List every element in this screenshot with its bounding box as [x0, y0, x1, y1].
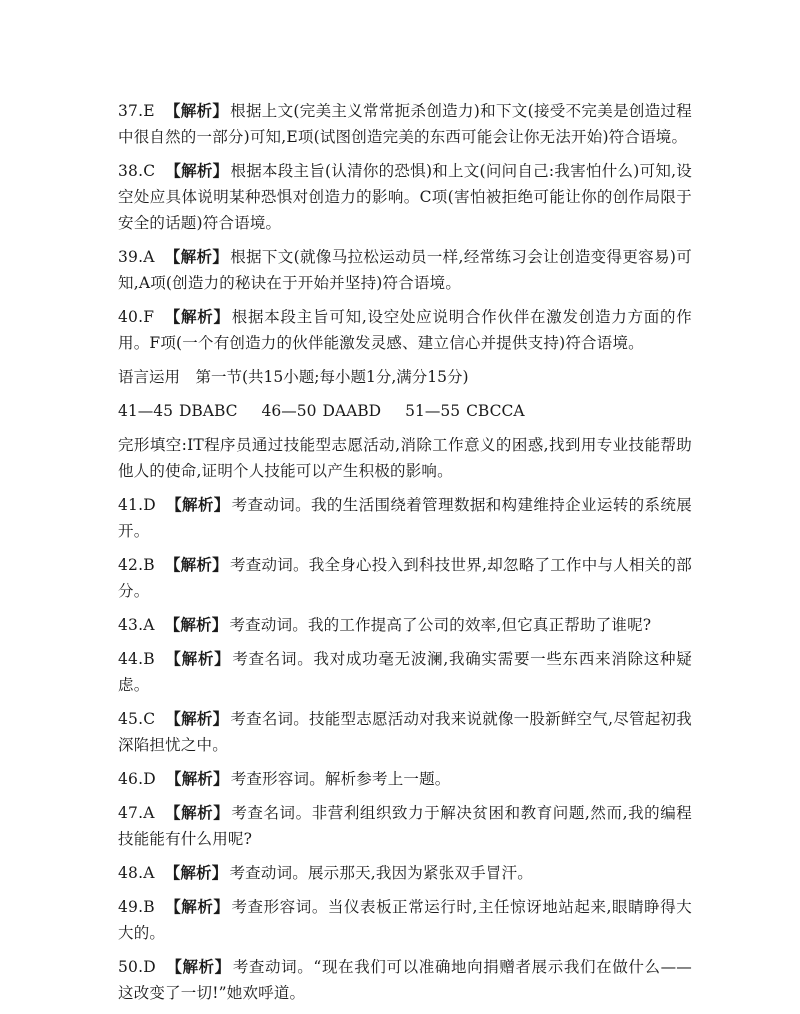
question-number: 49.B: [118, 898, 155, 916]
answer-group: [405, 398, 530, 424]
question-number: 47.A: [118, 804, 155, 822]
explanation-text: 考查动词。展示那天,我因为紧张双手冒汗。: [229, 864, 533, 882]
explanation-item: [118, 612, 692, 638]
question-number: 38.C: [118, 162, 156, 180]
explanation-text: 考查动词。“现在我们可以准确地向捐赠者展示我们在做什么——这改变了一切!”她欢呼道。: [118, 958, 692, 1002]
explanation-text: 根据本段主旨(认清你的恐惧)和上文(问问自己:我害怕什么)可知,设空处应具体说明某种恐惧对创造力的影响。C项(害怕被拒绝可能让你的创作局限于安全的话题)符合语境。: [118, 162, 692, 232]
answer-group: [262, 398, 388, 424]
explanation-text: 考查名词。非营利组织致力于解决贫困和教育问题,然而,我的编程技能能有什么用呢?: [118, 804, 692, 848]
question-number: 37.E: [118, 102, 155, 120]
analysis-tag: 【解析】: [164, 101, 229, 120]
answer-range: 51—55: [405, 402, 461, 420]
explanation-text: 考查形容词。当仪表板正常运行时,主任惊讶地站起来,眼睛睁得大大的。: [118, 898, 692, 942]
passage-summary: 完形填空:IT程序员通过技能型志愿活动,消除工作意义的困惑,找到用专业技能帮助他人的使命,证明个人技能可以产生积极的影响。: [118, 436, 692, 480]
explanation-text: 考查动词。我的工作提高了公司的效率,但它真正帮助了谁呢?: [229, 616, 652, 634]
analysis-tag: 【解析】: [165, 957, 231, 976]
explanation-item: [118, 954, 692, 1006]
explanation-item: [118, 894, 692, 946]
analysis-tag: 【解析】: [164, 615, 228, 634]
question-number: 48.A: [118, 864, 155, 882]
section-title: 语言运用 第一节(共15小题;每小题1分,满分15分): [118, 368, 469, 386]
answer-letters: DAABD: [322, 402, 382, 420]
explanation-text: 根据本段主旨可知,设空处应说明合作伙伴在激发创造力方面的作用。F项(一个有创造力的伙伴能激发灵感、建立信心并提供支持)符合语境。: [118, 308, 692, 352]
analysis-tag: 【解析】: [165, 495, 230, 514]
explanation-item: [118, 244, 692, 296]
explanation-item: [118, 646, 692, 698]
answer-letters: DBABC: [178, 402, 238, 420]
explanation-item: [118, 552, 692, 604]
analysis-tag: 【解析】: [164, 863, 228, 882]
question-number: 39.A: [118, 248, 155, 266]
question-number: 43.A: [118, 616, 155, 634]
explanation-item: [118, 706, 692, 758]
analysis-tag: 【解析】: [165, 161, 229, 180]
question-number: 42.B: [118, 556, 155, 574]
explanation-item: [118, 158, 692, 236]
question-number: 40.F: [118, 308, 155, 326]
analysis-tag: 【解析】: [165, 769, 229, 788]
answer-letters: CBCCA: [466, 402, 525, 420]
question-number: 50.D: [118, 958, 156, 976]
analysis-tag: 【解析】: [165, 709, 229, 728]
answer-group: [118, 398, 244, 424]
explanation-item: [118, 860, 692, 886]
explanation-item: [118, 766, 692, 792]
question-number: 46.D: [118, 770, 156, 788]
analysis-tag: 【解析】: [164, 897, 230, 916]
explanation-text: 考查动词。我全身心投入到科技世界,却忽略了工作中与人相关的部分。: [118, 556, 692, 600]
analysis-tag: 【解析】: [164, 803, 230, 822]
explanation-item: [118, 98, 692, 150]
answer-explanations-part-2: [118, 492, 692, 1006]
explanation-text: 根据上文(完美主义常常扼杀创造力)和下文(接受不完美是创造过程中很自然的一部分)可知,E项(试图创造完美的东西可能会让你无法开始)符合语境。: [118, 102, 692, 146]
answer-range: 41—45: [118, 402, 173, 420]
analysis-tag: 【解析】: [164, 247, 229, 266]
explanation-item: [118, 800, 692, 852]
question-number: 45.C: [118, 710, 156, 728]
answer-key-line: [118, 398, 692, 424]
explanation-text: 考查动词。我的生活围绕着管理数据和构建维持企业运转的系统展开。: [118, 496, 692, 540]
explanation-text: 考查形容词。解析参考上一题。: [230, 770, 451, 788]
question-number: 44.B: [118, 650, 155, 668]
explanation-text: 根据下文(就像马拉松运动员一样,经常练习会让创造变得更容易)可知,A项(创造力的秘诀在于开始并坚持)符合语境。: [118, 248, 692, 292]
explanation-text: 考查名词。技能型志愿活动对我来说就像一股新鲜空气,尽管起初我深陷担忧之中。: [118, 710, 692, 754]
explanation-item: [118, 304, 692, 356]
answer-range: 46—50: [261, 402, 317, 420]
question-number: 41.D: [118, 496, 156, 514]
explanation-text: 考查名词。我对成功毫无波澜,我确实需要一些东西来消除这种疑虑。: [118, 650, 692, 694]
analysis-tag: 【解析】: [164, 555, 228, 574]
analysis-tag: 【解析】: [164, 649, 231, 668]
answer-explanations-part-1: [118, 98, 692, 356]
explanation-item: [118, 492, 692, 544]
analysis-tag: 【解析】: [164, 307, 230, 326]
